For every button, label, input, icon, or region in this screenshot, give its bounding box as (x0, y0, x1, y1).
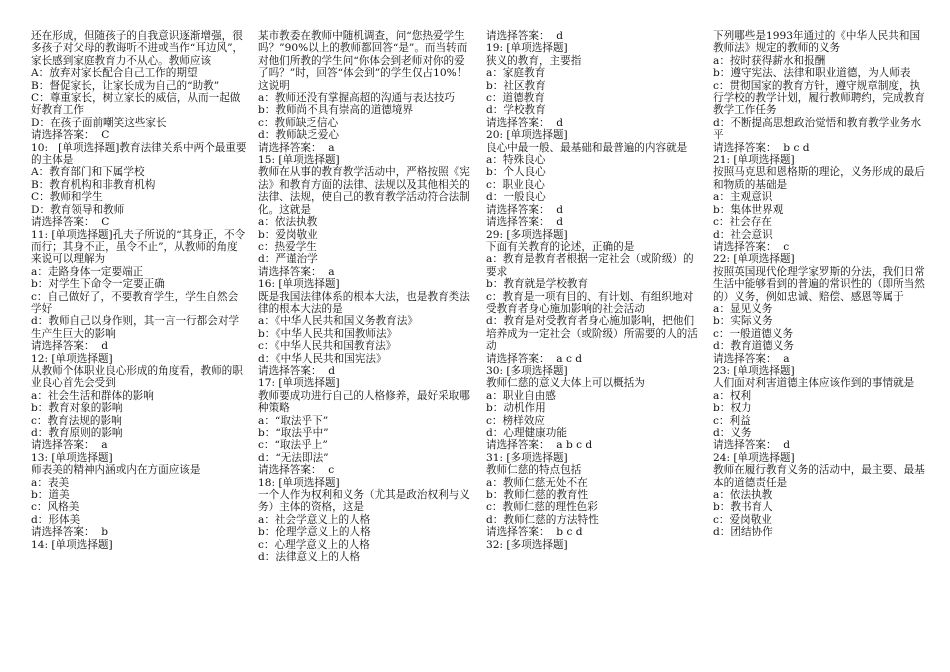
text-line: b：“取法乎中” (258, 427, 329, 439)
text-line: 请选择答案： d (258, 364, 336, 377)
text-line: 既是我国法律体系的根本大法，也是教育类法律的根本大法的是 (258, 290, 470, 315)
text-line: b：对学生下命令一定要正确 (31, 278, 165, 291)
text-line: 教师仁慈的特点包括 (486, 464, 582, 477)
text-line: b：遵守宪法、法律和职业道德，为人师表 (713, 67, 911, 80)
text-line: 请选择答案： d (713, 439, 791, 452)
text-line: a：特殊良心 (486, 154, 546, 167)
text-line: 请选择答案： d (486, 116, 564, 129)
text-line: b：教育对象的影响 (31, 402, 123, 415)
text-line: d：义务 (713, 427, 752, 439)
text-line: 按照英国现代伦理学家罗斯的分法，我们日常生活中能够看到的普遍的常识性的（即所当然的）义务，例如忠诚、赔偿、感恩等属于 (713, 265, 925, 303)
text-line: a：家庭教育 (486, 67, 546, 80)
text-line: 还在形成，但随孩子的自我意识逐渐增强，很多孩子对父母的教诲听不进或当作“耳边风”，家长感到家庭教育力不从心。教师应该 (31, 30, 244, 67)
text-line: a：主观意识 (713, 191, 773, 204)
text-line: 14: [单项选择题] (31, 538, 113, 551)
text-line: a：《中华人民共和国义务教育法》 (258, 315, 418, 328)
text-line: d：一般良心 (486, 191, 546, 204)
text-line: 一个人作为权利和义务（尤其是政治权利与义务）主体的资格，这是 (258, 489, 470, 514)
text-column-1 (31, 30, 247, 551)
text-line: 请选择答案： c (713, 240, 790, 253)
text-line: c：教师仁慈的理性色彩 (486, 501, 598, 514)
text-line: 教师要成功进行自己的人格修养，最好采取哪种策略 (258, 389, 470, 415)
text-line: 良心中最一般、最基础和最普遍的内容就是 (486, 141, 688, 154)
text-line: a：教师仁慈无处不在 (486, 476, 588, 489)
text-line: 请选择答案： b (31, 526, 109, 539)
text-line: 请选择答案： c (258, 464, 335, 477)
text-line: d：教育原则的影响 (31, 427, 123, 439)
text-line: b：道美 (31, 489, 70, 502)
text-line: c：教育法规的影响 (31, 414, 122, 427)
text-line: d：不断提高思想政治觉悟和教育教学业务水平 (713, 116, 922, 142)
text-line: A：教育部门和下属学校 (31, 166, 145, 179)
text-line: D：教育领导和教师 (31, 203, 125, 216)
text-line: 下面有关教育的论述，正确的是 (486, 240, 635, 253)
text-line: c：职业良心 (486, 178, 545, 191)
text-line: 请选择答案： a (31, 439, 108, 452)
text-line: 教师在履行教育义务的活动中，最主要、最基本的道德责任是 (713, 464, 925, 489)
text-line: b：爱岗敬业 (258, 228, 318, 241)
text-line: 32: [多项选择题] (486, 538, 568, 551)
text-line: B：教育机构和非教育机构 (31, 178, 156, 191)
text-line: d：法律意义上的人格 (258, 551, 361, 564)
text-line: 23: [单项选择题] (713, 364, 795, 377)
text-line: c：爱岗敬业 (713, 513, 772, 526)
text-line: d：教师缺乏爱心 (258, 129, 339, 142)
text-line: c：社会存在 (713, 216, 772, 229)
text-line: c：一般道德义务 (713, 327, 794, 340)
text-line: d：《中华人民共和国宪法》 (258, 352, 387, 365)
text-line: b：实际义务 (713, 315, 773, 328)
text-line: b：教育就是学校教育 (486, 278, 589, 291)
text-line: a：按时获得薪水和报酬 (713, 54, 826, 67)
text-column-2 (258, 30, 474, 563)
text-line: d：形体美 (31, 513, 81, 526)
text-line: A：放弃对家长配合自己工作的期望 (31, 67, 198, 80)
text-line: 18: [单项选择题] (258, 476, 340, 489)
text-line: b：教师尚不具有崇高的道德境界 (258, 104, 414, 117)
text-line: d：“无法即法” (258, 451, 329, 464)
text-line: 请选择答案： C (31, 216, 110, 229)
text-line: 请选择答案： a (258, 141, 335, 154)
text-column-4 (713, 30, 929, 539)
text-line: 请选择答案： a (258, 265, 335, 278)
text-line: 请选择答案： d (486, 203, 564, 216)
text-line: d：学校教育 (486, 104, 546, 117)
text-line: 16: [单项选择题] (258, 278, 340, 291)
text-line: b：个人良心 (486, 166, 546, 179)
text-line: c：教育是一项有目的、有计划、有组织地对受教育者身心施加影响的社会活动 (486, 290, 694, 315)
text-line: b：动机作用 (486, 402, 546, 415)
text-line: 11: [单项选择题]孔夫子所说的“其身正，不令而行；其身不正，虽令不止”，从教师的角度来说可以理解为 (31, 228, 246, 266)
text-line: a：社会生活和群体的影响 (31, 389, 154, 402)
text-line: 请选择答案： d (486, 216, 564, 229)
text-line: b：权力 (713, 402, 752, 415)
text-line: d：团结协作 (713, 526, 773, 539)
text-line: a：表美 (31, 476, 70, 489)
text-line: a：权利 (713, 389, 752, 402)
text-line: d：教育道德义务 (713, 340, 794, 353)
text-line: c：自己做好了，不要教育学生，学生自然会学好 (31, 290, 239, 315)
text-line: 下列哪些是1993年通过的《中华人民共和国教师法》规定的教师的义务 (713, 30, 921, 55)
text-line: c：贯彻国家的教育方针，遵守规章制度，执行学校的教学计划，履行教师聘约，完成教育教学工作任务 (713, 79, 925, 117)
text-line: 21: [单项选择题] (713, 154, 795, 167)
text-line: 师表美的精神内涵或内在方面应该是 (31, 464, 201, 477)
text-line: 请选择答案： d (486, 30, 564, 42)
text-line: 13: [单项选择题] (31, 451, 113, 464)
text-line: d：严谨治学 (258, 253, 318, 266)
text-line: b：伦理学意义上的人格 (258, 526, 371, 539)
text-line: b：《中华人民共和国教师法》 (258, 327, 398, 340)
text-line: c：教师缺乏信心 (258, 116, 339, 129)
text-line: 从教师个体职业良心形成的角度看，教师的职业良心首先会受到 (31, 364, 243, 390)
text-line: d：心理健康功能 (486, 427, 567, 439)
text-line: 15: [单项选择题] (258, 154, 340, 167)
text-line: c：“取法乎上” (258, 439, 328, 452)
text-line: c：心理学意义上的人格 (258, 538, 370, 551)
text-line: 请选择答案： a (713, 352, 790, 365)
text-line: c：道德教育 (486, 92, 545, 105)
text-line: a：显见义务 (713, 302, 773, 315)
text-line: B：督促家长，让家长成为自己的“助教” (31, 79, 220, 92)
text-line: 请选择答案： b c d (713, 141, 810, 154)
text-line: c：榜样效应 (486, 414, 545, 427)
text-line: 19: [单项选择题] (486, 42, 568, 55)
text-line: c：热爱学生 (258, 240, 317, 253)
text-line: a：职业自由感 (486, 389, 556, 402)
text-line: b：教书育人 (713, 501, 773, 514)
text-line: b：集体世界观 (713, 203, 784, 216)
text-column-3 (486, 30, 702, 551)
text-line: a：社会学意义上的人格 (258, 513, 371, 526)
text-line: C：尊重家长，树立家长的威信，从而一起做好教育工作 (31, 92, 241, 117)
text-line: 某市教委在教师中随机调查，问“您热爱学生吗？”90%以上的教师都回答“是”。而当转而对他们所教的学生问“你体会到老师对你的爱了吗？”时，回答“体会到”的学生仅占10%！这说明 (258, 30, 468, 92)
text-line: 请选择答案： C (31, 129, 110, 142)
text-line: d：教育是对受教育者身心施加影响，把他们培养成为一定社会（或阶级）所需要的人的活动 (486, 315, 698, 353)
text-line: 29: [多项选择题] (486, 228, 568, 241)
text-line: d：社会意识 (713, 228, 773, 241)
text-line: 31: [多项选择题] (486, 451, 568, 464)
text-line: 请选择答案： b c d (486, 526, 583, 539)
text-line: a：教师还没有掌握高超的沟通与表达技巧 (258, 92, 456, 105)
text-line: 17: [单项选择题] (258, 377, 340, 390)
text-line: 人们面对利害道德主体应该作到的事情就是 (713, 377, 915, 390)
text-line: b：社区教育 (486, 79, 546, 92)
text-line: c：《中华人民共和国教育法》 (258, 340, 397, 353)
text-line: 请选择答案： a c d (486, 352, 583, 365)
text-line: a：依法执教 (713, 489, 773, 502)
text-line: 按照马克思和恩格斯的理论，义务形成的最后和物质的基础是 (713, 166, 925, 191)
text-line: 12: [单项选择题] (31, 352, 113, 365)
text-line: a：依法执教 (258, 216, 318, 229)
text-line: a：“取法乎下” (258, 414, 329, 427)
text-line: 24: [单项选择题] (713, 451, 795, 464)
text-line: D：在孩子面前嘲笑这些家长 (31, 116, 167, 129)
text-line: b：教师仁慈的教育性 (486, 489, 589, 502)
text-line: 请选择答案： a b c d (486, 439, 593, 452)
text-line: c：风格美 (31, 501, 80, 514)
text-line: 10: [单项选择题]教育法律关系中两个最重要的主体是 (31, 141, 247, 167)
text-line: c：利益 (713, 414, 751, 427)
text-line: a：走路身体一定要端正 (31, 265, 144, 278)
text-line: d：教师自己以身作则，其一言一行都会对学生产生巨大的影响 (31, 315, 240, 340)
text-line: a：教育是教育者根据一定社会（或阶级）的要求 (486, 253, 694, 278)
text-line: 教师在从事的教育教学活动中，严格按照《宪法》和教育方面的法律、法规以及其他相关的法律、法规，使自己的教育教学活动符合法制化。这就是 (258, 166, 470, 216)
text-line: 22: [单项选择题] (713, 253, 795, 266)
text-line: 20: [单项选择题] (486, 129, 568, 142)
text-line: 教师仁慈的意义大体上可以概括为 (486, 377, 645, 390)
text-line: C：教师和学生 (31, 191, 103, 204)
text-line: d：教师仁慈的方法特性 (486, 513, 599, 526)
text-line: 请选择答案： d (31, 340, 109, 353)
text-line: 30: [多项选择题] (486, 364, 568, 377)
text-line: 狭义的教育，主要指 (486, 54, 582, 67)
